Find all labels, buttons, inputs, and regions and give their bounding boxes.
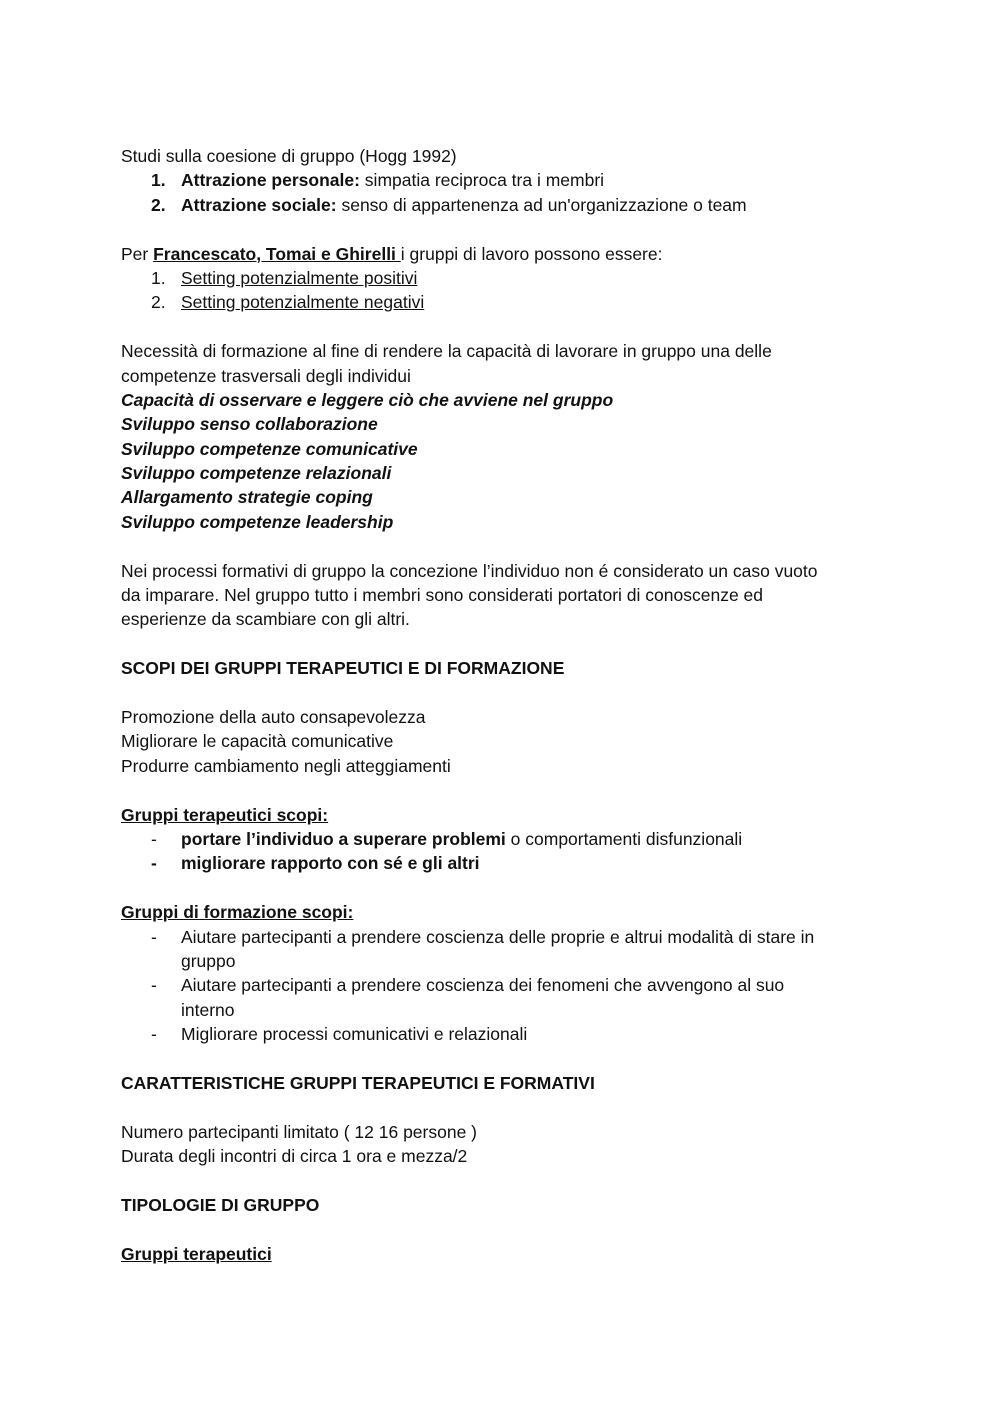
item-text: Aiutare partecipanti a prendere coscienza dei fenomeni che avvengono al suo interno — [181, 975, 785, 1020]
training-scope-item — [121, 925, 861, 974]
item-description: simpatia reciproca tra i membri — [359, 170, 605, 191]
scopes-heading: SCOPI DEI GRUPPI TERAPEUTICI E DI FORMAZIONE — [121, 658, 565, 679]
list-number: 2. — [151, 194, 166, 215]
therapeutic-scope-item — [121, 851, 881, 875]
training-need-line-1: Necessità di formazione al fine di rendere la capacità di lavorare in gruppo una delle — [121, 341, 772, 362]
list-number: 1. — [151, 267, 166, 288]
scope-line: Produrre cambiamento negli atteggiamenti — [121, 755, 451, 776]
bullet-dash: - — [151, 975, 157, 996]
training-scope-item — [121, 973, 821, 1022]
item-bold-term: Attrazione personale: — [181, 170, 360, 191]
list-number: 1. — [151, 170, 166, 191]
skill-item: Sviluppo competenze relazionali — [121, 463, 392, 484]
characteristics-heading: CARATTERISTICHE GRUPPI TERAPEUTICI E FORMATIVI — [121, 1072, 595, 1093]
skill-item: Allargamento strategie coping — [121, 487, 373, 508]
training-need-line-2: competenze trasversali degli individui — [121, 365, 411, 386]
typologies-heading: TIPOLOGIE DI GRUPPO — [121, 1194, 320, 1215]
formative-paragraph-line: Nei processi formativi di gruppo la concezione l’individuo non é considerato un caso vuoto — [121, 560, 818, 581]
bullet-dash: - — [151, 828, 157, 849]
skill-item: Sviluppo senso collaborazione — [121, 414, 378, 435]
bullet-dash: - — [151, 1024, 157, 1045]
settings-intro — [121, 242, 881, 266]
item-text: Migliorare processi comunicativi e relazionali — [181, 1024, 528, 1045]
cohesion-item-1 — [121, 168, 881, 192]
item-text: migliorare rapporto con sé e gli altri — [181, 853, 480, 874]
training-scopes-title: Gruppi di formazione scopi: — [121, 902, 354, 923]
characteristic-line: Numero partecipanti limitato ( 12 16 persone ) — [121, 1121, 478, 1142]
skill-item: Sviluppo competenze comunicative — [121, 438, 418, 459]
skill-item: Capacità di osservare e leggere ciò che avviene nel gruppo — [121, 389, 614, 410]
training-scope-item — [121, 1022, 881, 1046]
cohesion-intro: Studi sulla coesione di gruppo (Hogg 1992) — [121, 146, 457, 166]
settings-item-2 — [121, 290, 881, 314]
settings-prefix: Per — [121, 243, 154, 264]
item-bold-term: Attrazione sociale: — [181, 194, 337, 215]
settings-suffix: i gruppi di lavoro possono essere: — [400, 243, 663, 264]
scope-line: Promozione della auto consapevolezza — [121, 706, 426, 727]
scope-line: Migliorare le capacità comunicative — [121, 731, 394, 752]
skill-item: Sviluppo competenze leadership — [121, 511, 394, 532]
item-text: Setting potenzialmente positivi — [181, 267, 418, 288]
item-description: senso di appartenenza ad un'organizzazione o team — [336, 194, 747, 215]
cohesion-item-2 — [121, 193, 881, 217]
formative-paragraph-line: esperienze da scambiare con gli altri. — [121, 609, 410, 630]
typologies-subheading: Gruppi terapeutici — [121, 1243, 272, 1264]
settings-item-1 — [121, 266, 881, 290]
bullet-dash: - — [151, 926, 157, 947]
therapeutic-scopes-title: Gruppi terapeutici scopi: — [121, 804, 329, 825]
therapeutic-scope-item — [121, 827, 881, 851]
item-bold-term: portare l’individuo a superare problemi — [181, 828, 506, 849]
settings-authors: Francescato, Tomai e Ghirelli — [153, 243, 401, 264]
formative-paragraph-line: da imparare. Nel gruppo tutto i membri sono considerati portatori di conoscenze ed — [121, 585, 764, 606]
item-text: Aiutare partecipanti a prendere coscienza delle proprie e altrui modalità di stare in gruppo — [181, 926, 815, 971]
list-number: 2. — [151, 292, 166, 313]
item-description: o comportamenti disfunzionali — [505, 828, 743, 849]
characteristic-line: Durata degli incontri di circa 1 ora e mezza/2 — [121, 1146, 468, 1167]
bullet-dash: - — [151, 853, 157, 874]
document-body — [121, 144, 881, 1266]
item-text: Setting potenzialmente negativi — [181, 292, 425, 313]
